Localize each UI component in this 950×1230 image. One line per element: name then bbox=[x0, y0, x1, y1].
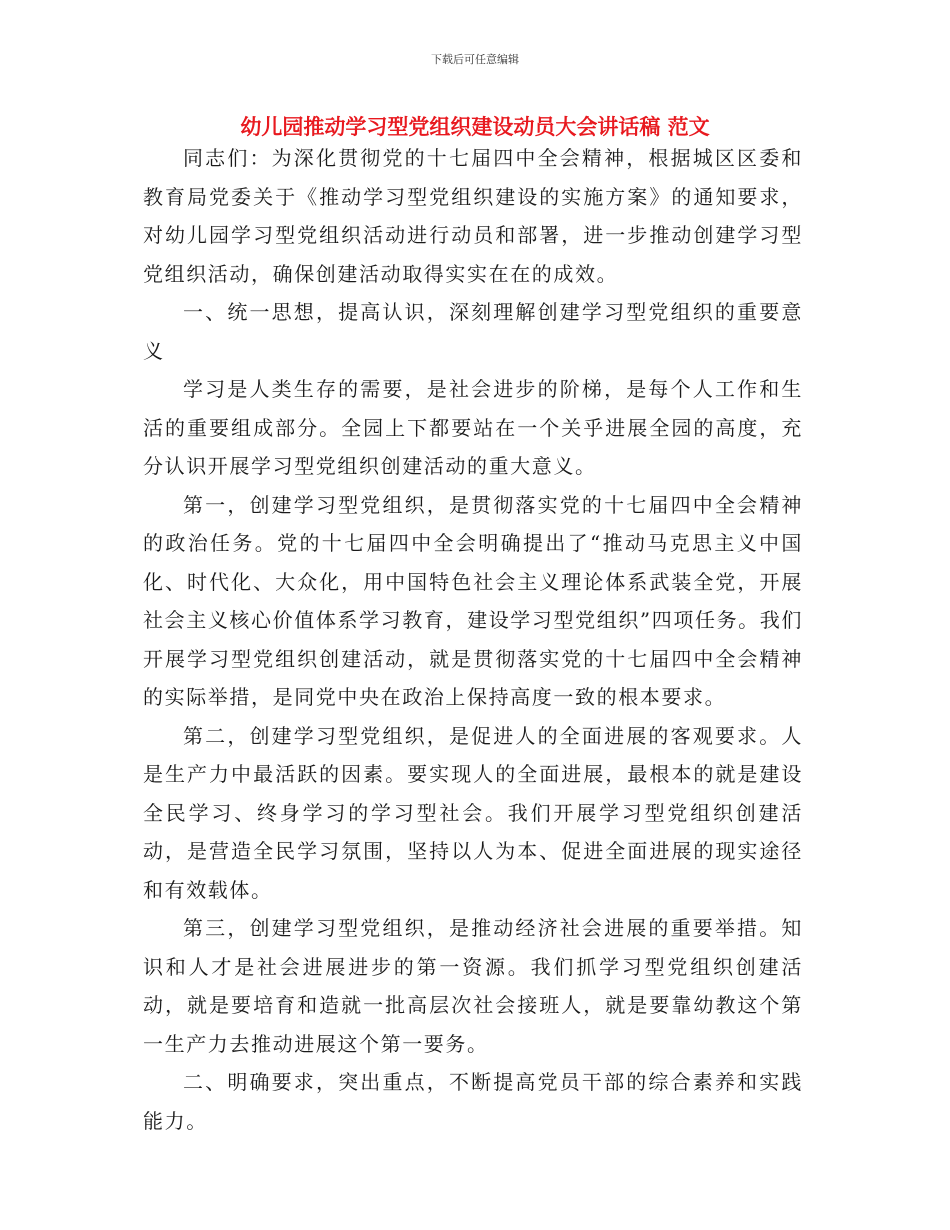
paragraph-third-point: 第三，创建学习型党组织，是推动经济社会进展的重要举措。知识和人才是社会进展进步的第一资源。我们抓学习型党组织创建活动，就是要培育和造就一批高层次社会接班人，就是要靠幼教这个第一生产力去推动进展这个第一要务。 bbox=[143, 916, 803, 1056]
page-header: 下载后可任意编辑 bbox=[431, 53, 519, 66]
paragraph-learning-importance: 学习是人类生存的需要，是社会进步的阶梯，是每个人工作和生活的重要组成部分。全园上下都要站在一个关乎进展全园的高度，充分认识开展学习型党组织创建活动的重大意义。 bbox=[143, 377, 803, 478]
document-body bbox=[143, 139, 803, 1140]
document-title: 幼儿园推动学习型党组织建设动员大会讲话稿 范文 bbox=[240, 114, 710, 139]
paragraph-second-point: 第二，创建学习型党组织，是促进人的全面进展的客观要求。人是生产力中最活跃的因素。要实现人的全面进展，最根本的就是建设全民学习、终身学习的学习型社会。我们开展学习型党组织创建活动，是营造全民学习氛围，坚持以人为本、促进全面进展的现实途径和有效载体。 bbox=[143, 723, 803, 902]
paragraph-first-point: 第一，创建学习型党组织，是贯彻落实党的十七届四中全会精神的政治任务。党的十七届四中全会明确提出了“推动马克思主义中国化、时代化、大众化，用中国特色社会主义理论体系武装全党，开展社会主义核心价值体系学习教育，建设学习型党组织”四项任务。我们开展学习型党组织创建活动，就是贯彻落实党的十七届四中全会精神的实际举措，是同党中央在政治上保持高度一致的根本要求。 bbox=[143, 492, 803, 709]
paragraph-section-two-heading: 二、明确要求，突出重点，不断提高党员干部的综合素养和实践能力。 bbox=[143, 1070, 803, 1133]
paragraph-greeting: 同志们：为深化贯彻党的十七届四中全会精神，根据城区区委和教育局党委关于《推动学习型党组织建设的实施方案》的通知要求，对幼儿园学习型党组织活动进行动员和部署，进一步推动创建学习型党组织活动，确保创建活动取得实实在在的成效。 bbox=[143, 146, 803, 286]
paragraph-section-one-heading: 一、统一思想，提高认识，深刻理解创建学习型党组织的重要意义 bbox=[143, 300, 803, 363]
